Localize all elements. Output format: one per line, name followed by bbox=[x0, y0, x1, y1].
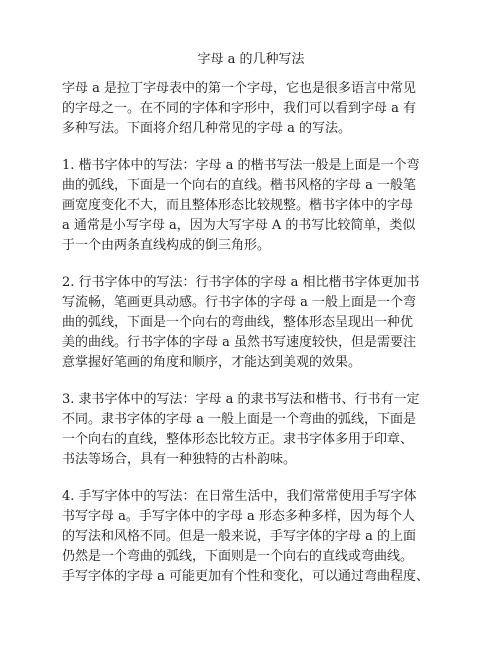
paragraph-line: 不同。隶书字体的字母 a 一般上面是一个弯曲的弧线，下面是 bbox=[62, 412, 417, 427]
paragraph-line: 一个向右的直线，整体形态比较方正。隶书字体多用于印章、 bbox=[62, 432, 414, 447]
paragraph-line: 手写字体的字母 a 可能更加有个性和变化，可以通过弯曲程度、 bbox=[62, 569, 430, 584]
paragraph-line: 多种写法。下面将介绍几种常见的字母 a 的写法。 bbox=[62, 121, 352, 136]
paragraph-line: 于一个由两条直线构成的倒三角形。 bbox=[62, 238, 271, 253]
paragraph-line: 画宽度变化不大，而且整体形态比较规整。楷书字体中的字母 bbox=[62, 198, 414, 213]
paragraph-line: 书写字母 a。手写字体中的字母 a 形态多种多样，因为每个人 bbox=[62, 509, 415, 524]
paragraph-line: 写流畅，笔画更具动感。行书字体的字母 a 一般上面是一个弯 bbox=[62, 295, 417, 310]
paragraph-line: a 通常是小写字母 a，因为大写字母 A 的书写比较简单，类似 bbox=[62, 218, 416, 233]
paragraph-line: 1. 楷书字体中的写法：字母 a 的楷书写法一般是上面是一个弯 bbox=[62, 158, 420, 173]
paragraph-line: 4. 手写字体中的写法：在日常生活中，我们常常使用手写字体 bbox=[62, 489, 417, 504]
paragraph-line: 字母 a 是拉丁字母表中的第一个字母，它也是很多语言中常见 bbox=[62, 81, 417, 96]
paragraph-line: 的写法和风格不同。但是一般来说，手写字体的字母 a 的上面 bbox=[62, 529, 417, 544]
paragraph-line: 曲的弧线，下面是一个向右的弯曲线，整体形态呈现出一种优 bbox=[62, 315, 414, 330]
paragraph-line: 3. 隶书字体中的写法：字母 a 的隶书写法和楷书、行书有一定 bbox=[62, 392, 420, 407]
paragraph-line: 意掌握好笔画的角度和顺序，才能达到美观的效果。 bbox=[62, 355, 362, 370]
paragraph-line: 2. 行书字体中的写法：行书字体的字母 a 相比楷书字体更加书 bbox=[62, 275, 420, 290]
paragraph-line: 曲的弧线，下面是一个向右的直线。楷书风格的字母 a 一般笔 bbox=[62, 178, 417, 193]
paragraph-line: 的字母之一。在不同的字体和字形中，我们可以看到字母 a 有 bbox=[62, 101, 417, 116]
paragraph-line: 美的曲线。行书字体的字母 a 虽然书写速度较快，但是需要注 bbox=[62, 335, 417, 350]
paragraph-line: 仍然是一个弯曲的弧线，下面则是一个向右的直线或弯曲线。 bbox=[62, 549, 414, 564]
document-title: 字母 a 的几种写法 bbox=[197, 52, 305, 67]
paragraph-line: 书法等场合，具有一种独特的古朴韵味。 bbox=[62, 452, 297, 467]
